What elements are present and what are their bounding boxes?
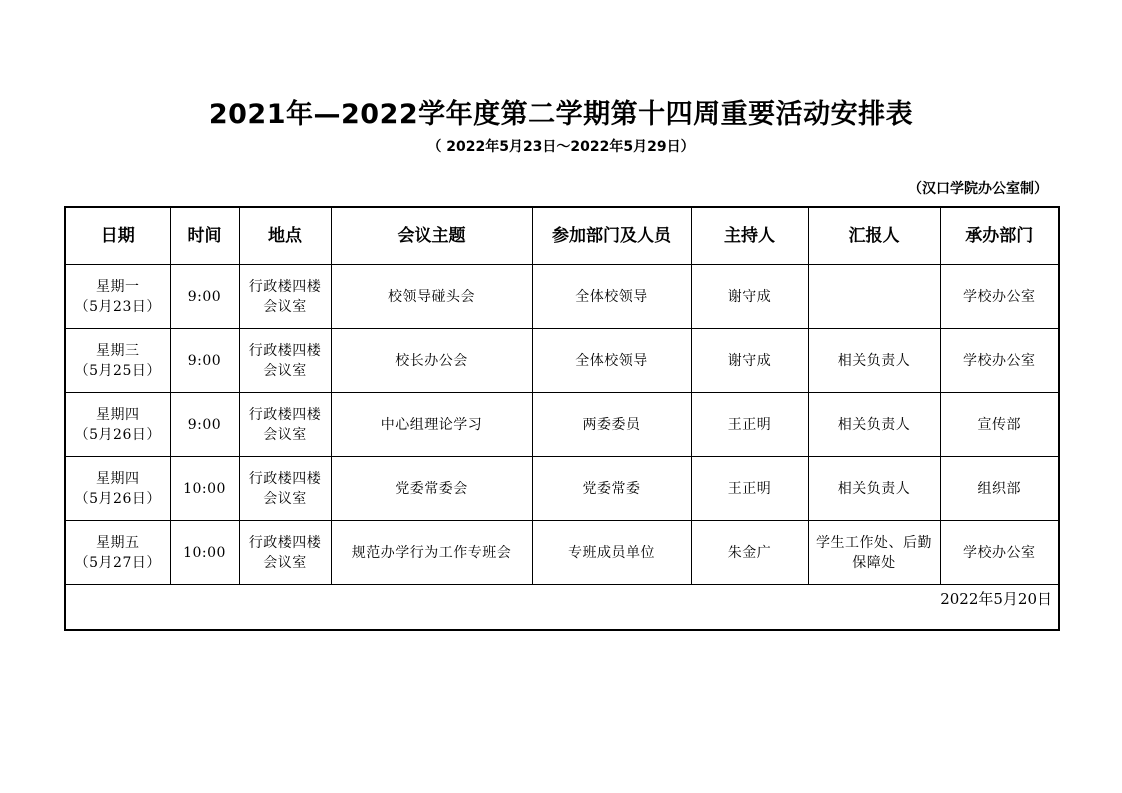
location-line: 会议室 [263,490,307,507]
topic-cell: 校长办公会 [331,329,532,393]
topic-cell: 校领导碰头会 [331,265,532,329]
topic-cell: 中心组理论学习 [331,393,532,457]
location-line: 会议室 [263,426,307,443]
location-line: 行政楼四楼 [248,342,322,359]
header-date: 日期 [65,207,170,265]
organizer-cell: 学校办公室 [940,329,1059,393]
reporter-cell [808,521,940,585]
location-line: 行政楼四楼 [248,534,322,551]
location-cell [239,521,331,585]
day-of-week: 星期四 [96,470,140,487]
table-row [65,265,1059,329]
document-title: 2021年—2022学年度第二学期第十四周重要活动安排表 [208,99,914,130]
time-cell: 9:00 [170,265,239,329]
calendar-date: （5月25日） [74,362,161,379]
table-row [65,393,1059,457]
header-host: 主持人 [691,207,808,265]
organizer-cell: 宣传部 [940,393,1059,457]
reporter-line: 相关负责人 [837,416,911,433]
header-participants: 参加部门及人员 [532,207,691,265]
date-cell [65,265,170,329]
date-cell [65,393,170,457]
participants-cell: 党委常委 [532,457,691,521]
calendar-date: （5月23日） [74,298,161,315]
header-organizer: 承办部门 [940,207,1059,265]
table-footer-row [65,585,1059,631]
calendar-date: （5月26日） [74,426,161,443]
reporter-cell [808,329,940,393]
day-of-week: 星期三 [96,342,140,359]
participants-cell: 两委委员 [532,393,691,457]
day-of-week: 星期一 [96,278,140,295]
location-line: 会议室 [263,298,307,315]
issue-date: 2022年5月20日 [65,585,1059,631]
location-cell [239,393,331,457]
organizer-cell: 组织部 [940,457,1059,521]
activity-schedule-table [64,206,1060,631]
reporter-cell [808,265,940,329]
location-cell [239,265,331,329]
header-time: 时间 [170,207,239,265]
calendar-date: （5月27日） [74,554,161,571]
host-cell: 王正明 [691,457,808,521]
date-cell [65,329,170,393]
time-cell: 10:00 [170,521,239,585]
calendar-date: （5月26日） [74,490,161,507]
organizer-cell: 学校办公室 [940,265,1059,329]
date-range-subtitle: （ 2022年5月23日～2022年5月29日） [427,139,695,155]
reporter-cell [808,457,940,521]
participants-cell: 全体校领导 [532,265,691,329]
topic-cell: 规范办学行为工作专班会 [331,521,532,585]
table-header-row [65,207,1059,265]
participants-cell: 专班成员单位 [532,521,691,585]
location-line: 行政楼四楼 [248,278,322,295]
location-line: 会议室 [263,362,307,379]
time-cell: 9:00 [170,393,239,457]
host-cell: 王正明 [691,393,808,457]
reporter-cell [808,393,940,457]
host-cell: 朱金广 [691,521,808,585]
reporter-line: 相关负责人 [837,480,911,497]
location-cell [239,457,331,521]
location-line: 会议室 [263,554,307,571]
location-line: 行政楼四楼 [248,406,322,423]
date-cell [65,457,170,521]
reporter-line: 相关负责人 [837,352,911,369]
host-cell: 谢守成 [691,265,808,329]
reporter-line: 保障处 [852,554,896,571]
header-location: 地点 [239,207,331,265]
time-cell: 10:00 [170,457,239,521]
participants-cell: 全体校领导 [532,329,691,393]
issuing-office: （汉口学院办公室制） [908,181,1048,197]
table-row [65,329,1059,393]
reporter-line: 学生工作处、后勤 [816,534,932,551]
date-cell [65,521,170,585]
header-reporter: 汇报人 [808,207,940,265]
header-topic: 会议主题 [331,207,532,265]
organizer-cell: 学校办公室 [940,521,1059,585]
table-row [65,457,1059,521]
time-cell: 9:00 [170,329,239,393]
host-cell: 谢守成 [691,329,808,393]
location-line: 行政楼四楼 [248,470,322,487]
day-of-week: 星期五 [96,534,140,551]
topic-cell: 党委常委会 [331,457,532,521]
table-row [65,521,1059,585]
day-of-week: 星期四 [96,406,140,423]
location-cell [239,329,331,393]
